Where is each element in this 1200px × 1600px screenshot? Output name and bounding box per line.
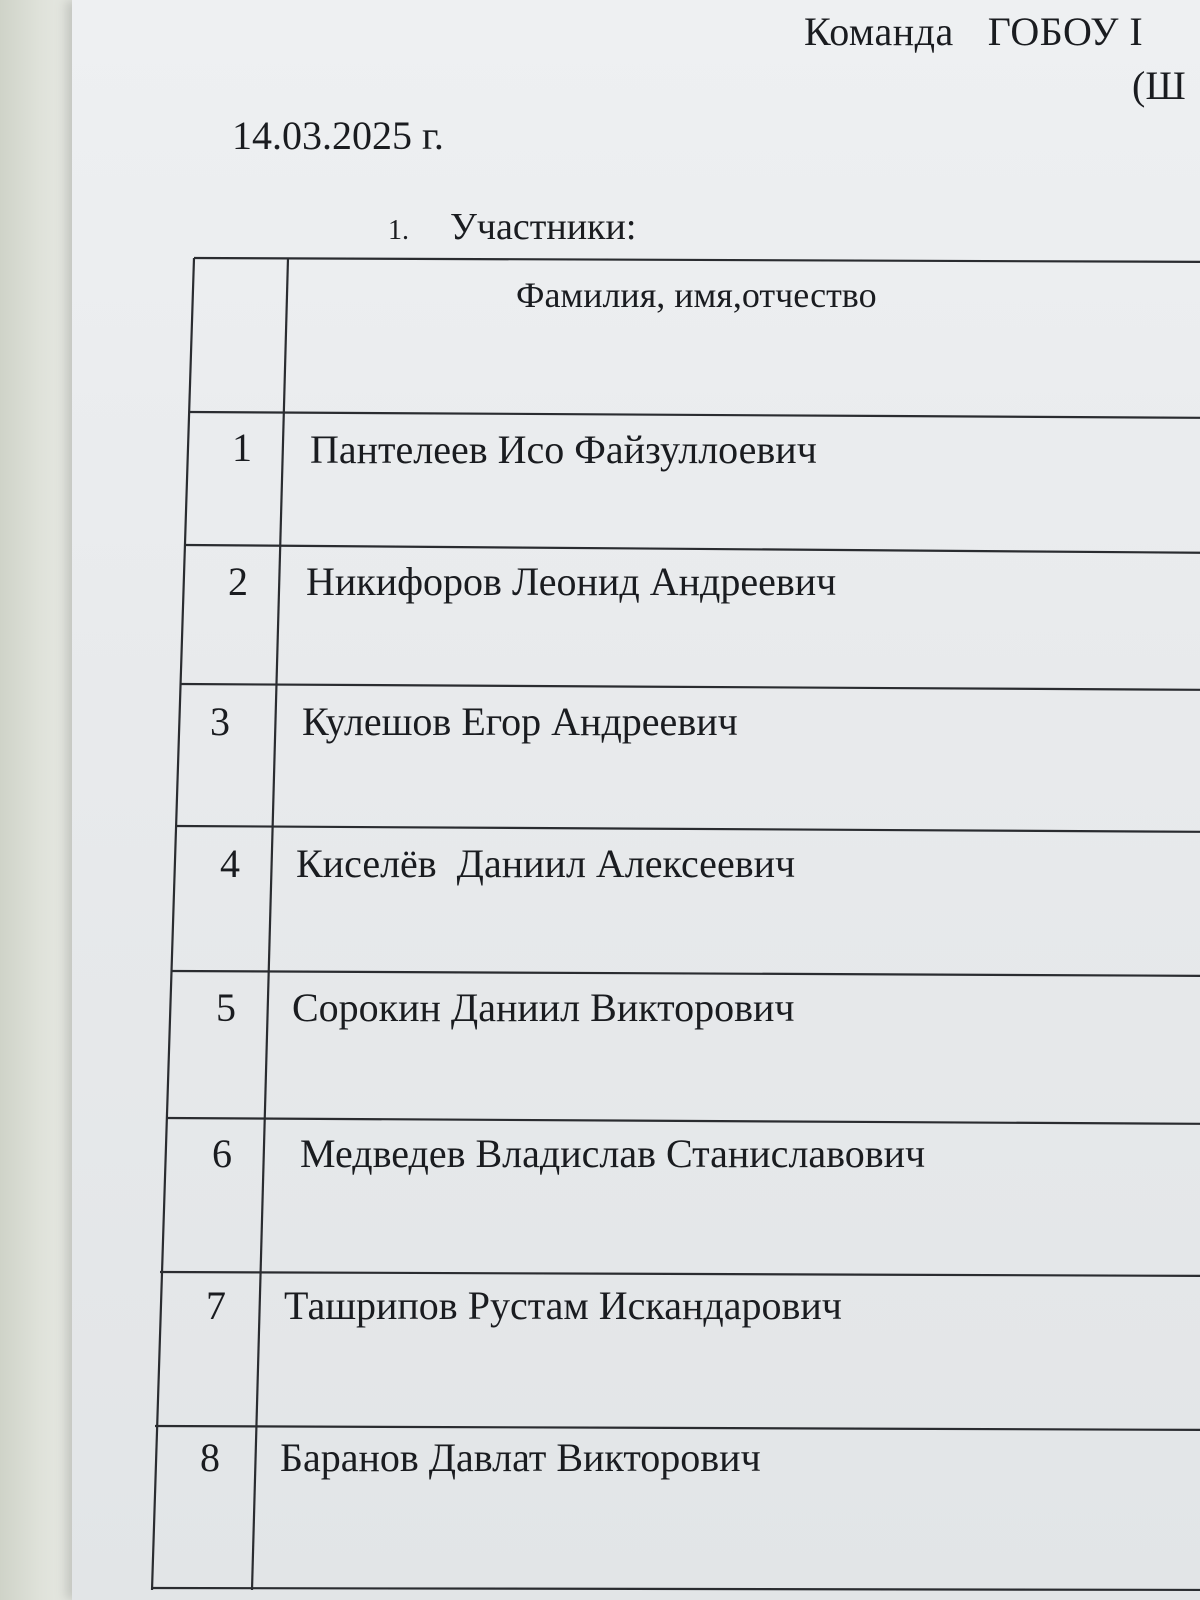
row-number: 6 <box>212 1131 232 1176</box>
team-label: Команда <box>804 9 954 54</box>
row-number: 4 <box>220 841 240 886</box>
participant-name: Ташрипов Рустам Искандарович <box>284 1283 842 1328</box>
table-grid-lines <box>72 0 1200 1600</box>
row-number: 7 <box>206 1283 226 1328</box>
participants-table <box>72 0 1200 1600</box>
participant-name: Никифоров Леонид Андреевич <box>306 559 837 604</box>
team-heading-second-line: (Ш <box>1132 63 1186 108</box>
participant-name: Кулешов Егор Андреевич <box>302 699 738 744</box>
participant-name: Пантелеев Исо Файзуллоевич <box>310 427 817 472</box>
section-number: 1. <box>388 215 409 246</box>
column-header-full-name: Фамилия, имя,отчество <box>516 275 877 315</box>
document-page <box>72 0 1200 1600</box>
section-title: Участники: <box>450 206 637 248</box>
participant-name: Баранов Давлат Викторович <box>280 1435 761 1480</box>
row-number: 3 <box>210 699 230 744</box>
row-number: 8 <box>200 1435 220 1480</box>
row-number: 2 <box>228 559 248 604</box>
row-number: 5 <box>216 985 236 1030</box>
document-date: 14.03.2025 г. <box>232 113 444 158</box>
participant-name: Сорокин Даниил Викторович <box>292 985 795 1030</box>
participant-name: Киселёв Даниил Алексеевич <box>296 841 796 886</box>
participant-name: Медведев Владислав Станиславович <box>300 1131 926 1176</box>
school-name-partial: ГОБОУ I <box>987 9 1144 54</box>
row-number: 1 <box>232 425 252 470</box>
